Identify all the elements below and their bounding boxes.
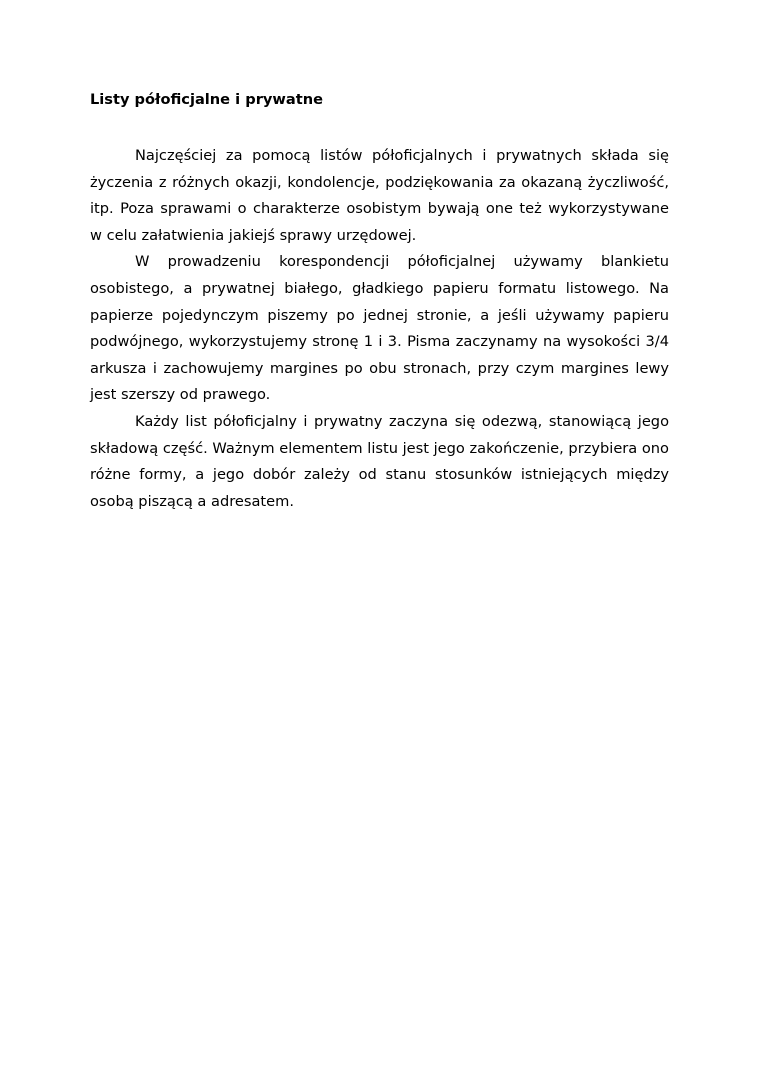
paragraph: W prowadzeniu korespondencji półoficjalnej używamy blankietu osobistego, a prywatnej białego, gładkiego papieru formatu listowego. Na papierze pojedynczym piszemy po jednej stronie, a jeśli używamy papieru podwójnego, wykorzystujemy stronę 1 i 3. Pisma zaczynamy na wysokości 3/4 arkusza i zachowujemy margines po obu stronach, przy czym margines lewy jest szerszy od prawego. xyxy=(90,253,669,404)
document-title: Listy półoficjalne i prywatne xyxy=(90,91,323,108)
document-body xyxy=(90,88,669,515)
paragraph: Każdy list półoficjalny i prywatny zaczyna się odezwą, stanowiącą jego składową część. Ważnym elementem listu jest jego zakończenie, przybiera ono różne formy, a jego dobór zależy od stanu stosunków istniejących między osobą piszącą a adresatem. xyxy=(90,412,669,510)
paragraph: Najczęściej za pomocą listów półoficjalnych i prywatnych składa się życzenia z różnych okazji, kondolencje, podziękowania za okazaną życzliwość, itp. Poza sprawami o charakterze osobistym bywają one też wykorzystywane w celu załatwienia jakiejś sprawy urzędowej. xyxy=(90,147,669,244)
